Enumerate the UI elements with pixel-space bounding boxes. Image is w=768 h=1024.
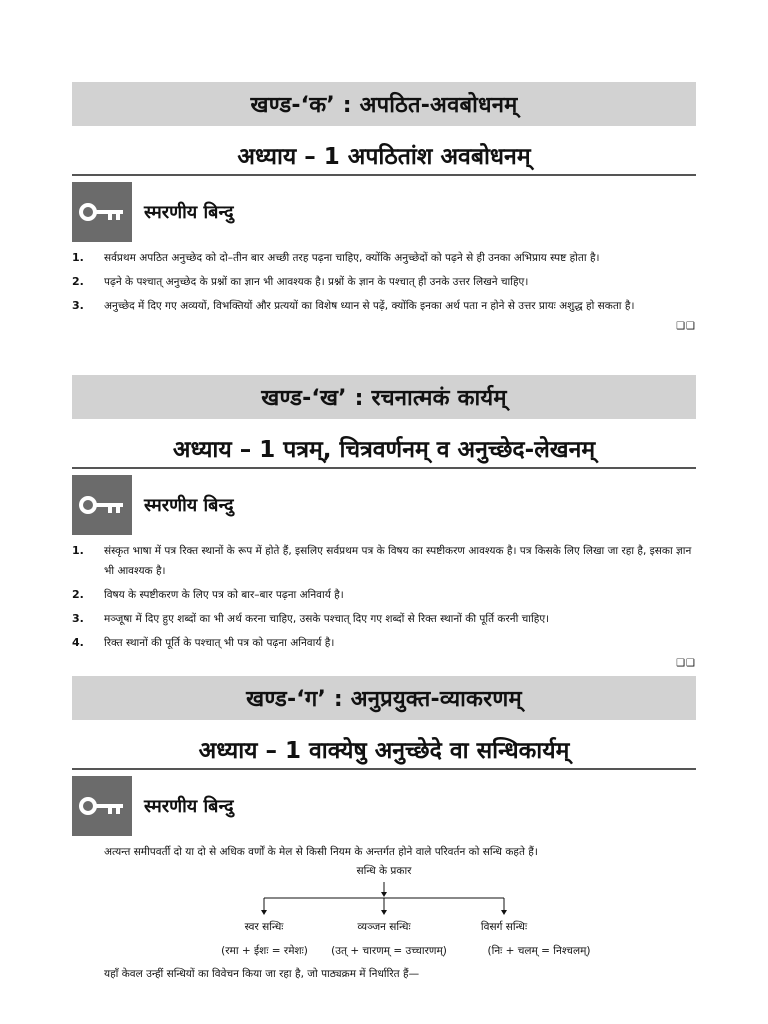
divider <box>72 467 696 469</box>
adhyay-heading: अध्याय – 1 पत्रम्, चित्रवर्णनम् व अनुच्छेद-लेखनम् <box>172 437 596 463</box>
list-item <box>72 296 696 316</box>
item-number: 4. <box>72 636 84 649</box>
sandhi-tree <box>72 862 696 958</box>
branch-label: विसर्ग सन्धिः <box>480 921 528 933</box>
points-list <box>72 248 696 316</box>
item-text: मञ्जूषा में दिए हुए शब्दों का भी अर्थ करना चाहिए, उसके पश्चात् दिए गए शब्दों से रिक्त स्थानों की पूर्ति करनी चाहिए। <box>104 613 550 625</box>
smaran-title: स्मरणीय बिन्दु <box>144 796 234 817</box>
item-number: 3. <box>72 299 84 312</box>
branch-example: (निः + चलम् = निश्चलम्) <box>487 945 591 957</box>
section-c <box>72 676 696 984</box>
adhyay-heading: अध्याय – 1 वाक्येषु अनुच्छेदे वा सन्धिकार्यम् <box>198 738 570 764</box>
item-text: अनुच्छेद में दिए गए अव्ययों, विभक्तियों और प्रत्ययों का विशेष ध्यान से पढ़ें, क्योंकि इनका अर्थ पता न होने से उत्तर प्रायः अशुद्ध हो सकता है। <box>104 300 635 312</box>
item-number: 2. <box>72 588 84 601</box>
smaran-header <box>72 776 696 836</box>
list-item <box>72 272 696 292</box>
list-item <box>72 541 696 581</box>
key-icon <box>72 776 132 836</box>
section-a <box>72 82 696 334</box>
branch-example: (रमा + ईशः = रमेशः) <box>221 945 308 957</box>
tree-root: सन्धि के प्रकार <box>356 865 412 877</box>
intro-text: अत्यन्त समीपवर्ती दो या दो से अधिक वर्णों के मेल से किसी नियम के अन्तर्गत होने वाले परिवर्तन को सन्धि कहते हैं। <box>104 846 538 858</box>
end-mark: ❑❑ <box>676 321 696 332</box>
item-number: 2. <box>72 275 84 288</box>
footer-text: यहाँ केवल उन्हीं सन्धियों का विवेचन किया जा रहा है, जो पाठ्यक्रम में निर्धारित हैं— <box>104 968 420 980</box>
item-number: 1. <box>72 544 84 557</box>
end-mark: ❑❑ <box>676 658 696 669</box>
branch-label: व्यञ्जन सन्धिः <box>357 921 411 933</box>
list-item <box>72 585 696 605</box>
item-text: रिक्त स्थानों की पूर्ति के पश्चात् भी पत्र को पढ़ना अनिवार्य है। <box>104 637 335 649</box>
smaran-header <box>72 475 696 535</box>
khand-heading: खण्ड-‘ग’ : अनुप्रयुक्त-व्याकरणम् <box>72 676 696 720</box>
divider <box>72 174 696 176</box>
adhyay-heading: अध्याय – 1 अपठितांश अवबोधनम् <box>237 144 531 170</box>
list-item <box>72 248 696 268</box>
item-text: सर्वप्रथम अपठित अनुच्छेद को दो–तीन बार अच्छी तरह पढ़ना चाहिए, क्योंकि अनुच्छेदों को पढ़ने से ही उनका अभिप्राय स्पष्ट होता है। <box>104 252 600 264</box>
key-icon <box>72 182 132 242</box>
key-icon <box>72 475 132 535</box>
points-list <box>72 541 696 653</box>
smaran-header <box>72 182 696 242</box>
item-number: 3. <box>72 612 84 625</box>
tree-connectors <box>72 882 696 922</box>
smaran-title: स्मरणीय बिन्दु <box>144 202 234 223</box>
item-text: विषय के स्पष्टीकरण के लिए पत्र को बार–बार पढ़ना अनिवार्य है। <box>104 589 344 601</box>
list-item <box>72 609 696 629</box>
item-number: 1. <box>72 251 84 264</box>
item-text: संस्कृत भाषा में पत्र रिक्त स्थानों के रूप में होते हैं, इसलिए सर्वप्रथम पत्र के विषय का स्पष्टीकरण आवश्यक है। पत्र किसके लिए लिखा जा रहा है, इसका ज्ञान भी आवश्यक है। <box>104 545 692 577</box>
khand-heading: खण्ड-‘क’ : अपठित-अवबोधनम् <box>72 82 696 126</box>
section-b <box>72 375 696 671</box>
branch-example: (उत् + चारणम् = उच्चारणम्) <box>331 945 447 957</box>
list-item <box>72 633 696 653</box>
khand-heading: खण्ड-‘ख’ : रचनात्मकं कार्यम् <box>72 375 696 419</box>
divider <box>72 768 696 770</box>
item-text: पढ़ने के पश्चात् अनुच्छेद के प्रश्नों का ज्ञान भी आवश्यक है। प्रश्नों के ज्ञान के पश्चात् ही उनके उत्तर लिखने चाहिए। <box>104 276 529 288</box>
smaran-title: स्मरणीय बिन्दु <box>144 495 234 516</box>
branch-label: स्वर सन्धिः <box>244 921 284 933</box>
